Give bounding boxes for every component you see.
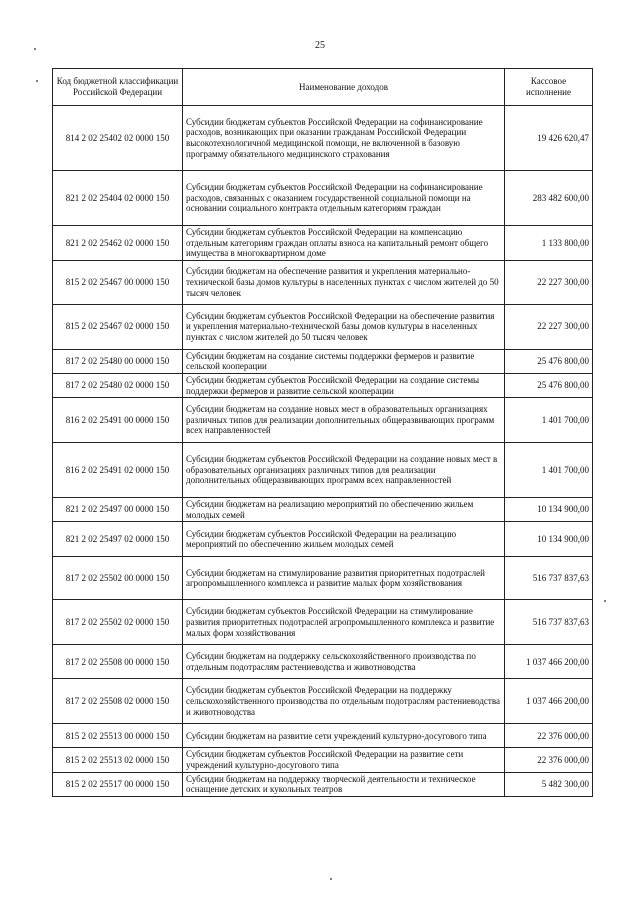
table-row (53, 349, 593, 373)
row-revenue-name: Субсидии бюджетам субъектов Российской Федерации на реализацию мероприятий по обеспечению жильем молодых семей (183, 522, 505, 557)
row-revenue-name: Субсидии бюджетам на реализацию мероприятий по обеспечению жильем молодых семей (183, 498, 505, 522)
header-revenue-name: Наименование доходов (183, 69, 505, 106)
row-budget-code: 814 2 02 25402 02 0000 150 (53, 106, 183, 171)
table-row (53, 498, 593, 522)
table-row (53, 724, 593, 748)
header-budget-code: Код бюджетной классификации Российской Федерации (53, 69, 183, 106)
row-budget-code: 816 2 02 25491 02 0000 150 (53, 443, 183, 498)
row-revenue-name: Субсидии бюджетам субъектов Российской Федерации на компенсацию отдельным категориям граждан оплаты взноса на капитальный ремонт общего имущества в многоквартирном доме (183, 226, 505, 261)
row-amount: 22 227 300,00 (505, 304, 593, 349)
row-amount: 516 737 837,63 (505, 557, 593, 600)
row-budget-code: 817 2 02 25480 00 0000 150 (53, 349, 183, 373)
row-revenue-name: Субсидии бюджетам на стимулирование развития приоритетных подотраслей агропромышленного комплекса и развитие малых форм хозяйствования (183, 557, 505, 600)
row-revenue-name: Субсидии бюджетам на создание системы поддержки фермеров и развитие сельской кооперации (183, 349, 505, 373)
row-budget-code: 815 2 02 25513 00 0000 150 (53, 724, 183, 748)
table-row (53, 398, 593, 443)
row-amount: 1 037 466 200,00 (505, 645, 593, 679)
row-revenue-name: Субсидии бюджетам субъектов Российской Федерации на обеспечение развития и укрепления материально-технической базы домов культуры в населенных пунктах с числом жителей до 50 тысяч человек (183, 304, 505, 349)
row-budget-code: 816 2 02 25491 00 0000 150 (53, 398, 183, 443)
page-number: 25 (315, 40, 325, 51)
row-budget-code: 817 2 02 25508 02 0000 150 (53, 679, 183, 724)
row-amount: 1 133 800,00 (505, 226, 593, 261)
row-budget-code: 821 2 02 25404 02 0000 150 (53, 171, 183, 226)
row-amount: 10 134 900,00 (505, 498, 593, 522)
row-revenue-name: Субсидии бюджетам на создание новых мест в образовательных организациях различных типов для реализации дополнительных общеразвивающих программ всех направленностей (183, 398, 505, 443)
scan-speck (604, 600, 606, 602)
row-amount: 10 134 900,00 (505, 522, 593, 557)
row-budget-code: 815 2 02 25517 00 0000 150 (53, 772, 183, 796)
row-revenue-name: Субсидии бюджетам субъектов Российской Федерации на развитие сети учреждений культурно-досугового типа (183, 748, 505, 772)
table-row (53, 226, 593, 261)
row-revenue-name: Субсидии бюджетам на развитие сети учреждений культурно-досугового типа (183, 724, 505, 748)
table-row (53, 679, 593, 724)
row-budget-code: 817 2 02 25480 02 0000 150 (53, 373, 183, 397)
row-revenue-name: Субсидии бюджетам субъектов Российской Федерации на создание новых мест в образовательных организациях различных типов для реализации дополнительных общеразвивающих программ всех направленностей (183, 443, 505, 498)
table-row (53, 106, 593, 171)
table-body (53, 106, 593, 797)
row-amount: 1 401 700,00 (505, 398, 593, 443)
row-budget-code: 817 2 02 25508 00 0000 150 (53, 645, 183, 679)
row-revenue-name: Субсидии бюджетам на обеспечение развития и укрепления материально-технической базы домов культуры в населенных пунктах с числом жителей до 50 тысяч человек (183, 260, 505, 304)
row-amount: 1 037 466 200,00 (505, 679, 593, 724)
row-revenue-name: Субсидии бюджетам субъектов Российской Федерации на создание системы поддержки фермеров и развитие сельской кооперации (183, 373, 505, 397)
row-amount: 5 482 300,00 (505, 772, 593, 796)
table-row (53, 600, 593, 645)
table-header-row (53, 69, 593, 106)
row-budget-code: 817 2 02 25502 00 0000 150 (53, 557, 183, 600)
table-row (53, 772, 593, 796)
row-budget-code: 815 2 02 25467 00 0000 150 (53, 260, 183, 304)
table-row (53, 443, 593, 498)
row-amount: 19 426 620,47 (505, 106, 593, 171)
row-budget-code: 815 2 02 25467 02 0000 150 (53, 304, 183, 349)
row-revenue-name: Субсидии бюджетам субъектов Российской Федерации на поддержку сельскохозяйственного производства по отдельным подотраслям растениеводства и животноводства (183, 679, 505, 724)
row-amount: 22 227 300,00 (505, 260, 593, 304)
row-budget-code: 817 2 02 25502 02 0000 150 (53, 600, 183, 645)
scan-speck (36, 80, 38, 82)
revenue-table (52, 68, 593, 797)
table-row (53, 522, 593, 557)
row-revenue-name: Субсидии бюджетам на поддержку творческой деятельности и техническое оснащение детских и кукольных театров (183, 772, 505, 796)
row-amount: 22 376 000,00 (505, 748, 593, 772)
row-budget-code: 821 2 02 25462 02 0000 150 (53, 226, 183, 261)
scan-speck (34, 48, 36, 50)
row-budget-code: 821 2 02 25497 02 0000 150 (53, 522, 183, 557)
row-amount: 25 476 800,00 (505, 373, 593, 397)
row-amount: 25 476 800,00 (505, 349, 593, 373)
row-amount: 22 376 000,00 (505, 724, 593, 748)
row-revenue-name: Субсидии бюджетам на поддержку сельскохозяйственного производства по отдельным подотраслям растениеводства и животноводства (183, 645, 505, 679)
row-budget-code: 821 2 02 25497 00 0000 150 (53, 498, 183, 522)
scan-speck (330, 878, 332, 880)
table-row (53, 645, 593, 679)
table-row (53, 557, 593, 600)
row-revenue-name: Субсидии бюджетам субъектов Российской Федерации на софинансирование расходов, связанных с оказанием государственной социальной помощи на основании социального контракта отдельным категориям граждан (183, 171, 505, 226)
row-revenue-name: Субсидии бюджетам субъектов Российской Федерации на стимулирование развития приоритетных подотраслей агропромышленного комплекса и развитие малых форм хозяйствования (183, 600, 505, 645)
header-cash-execution: Кассовое исполнение (505, 69, 593, 106)
table-row (53, 748, 593, 772)
table-row (53, 373, 593, 397)
row-revenue-name: Субсидии бюджетам субъектов Российской Федерации на софинансирование расходов, возникающих при оказании гражданам Российской Федерации высокотехнологичной медицинской помощи, не включенной в базовую программу обязательного медицинского страхования (183, 106, 505, 171)
row-budget-code: 815 2 02 25513 02 0000 150 (53, 748, 183, 772)
table-row (53, 260, 593, 304)
row-amount: 1 401 700,00 (505, 443, 593, 498)
row-amount: 283 482 600,00 (505, 171, 593, 226)
table-row (53, 171, 593, 226)
row-amount: 516 737 837,63 (505, 600, 593, 645)
table-row (53, 304, 593, 349)
